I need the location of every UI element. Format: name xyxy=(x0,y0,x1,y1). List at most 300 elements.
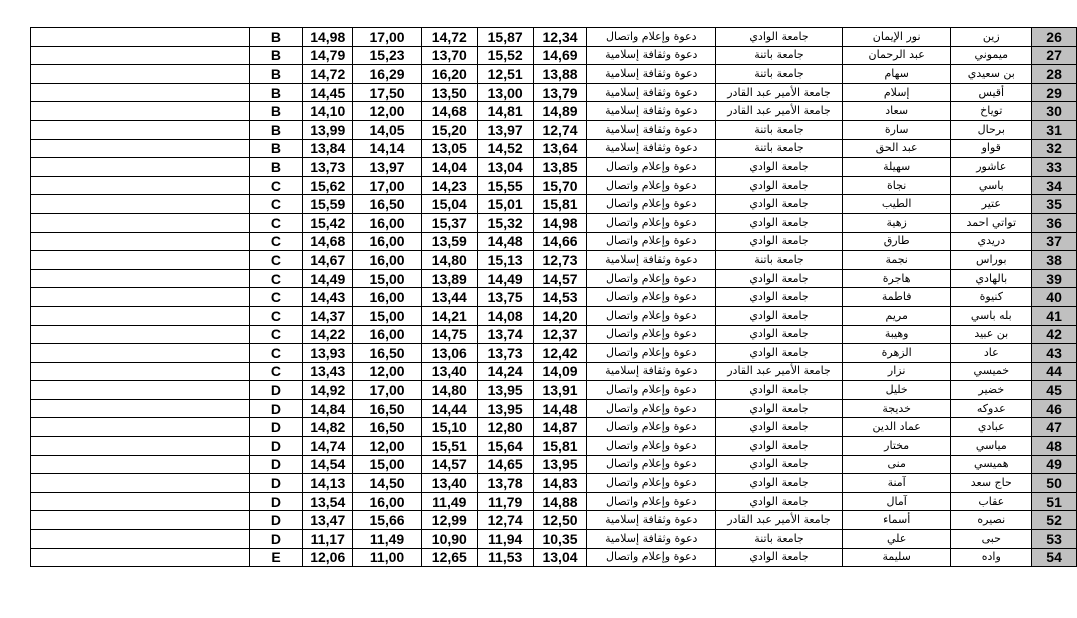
university-cell: جامعة الأمير عبد القادر xyxy=(716,83,843,102)
blank-cell xyxy=(31,306,250,325)
first-name-cell: الزهرة xyxy=(842,344,951,363)
score-cell: 13,70 xyxy=(421,46,477,65)
blank-cell xyxy=(31,28,250,47)
grade-cell: B xyxy=(249,46,303,65)
average-cell: 13,84 xyxy=(303,139,353,158)
average-cell: 15,62 xyxy=(303,176,353,195)
specialty-cell: دعوة وإعلام واتصال xyxy=(587,474,716,493)
last-name-cell: هميسي xyxy=(951,455,1032,474)
university-cell: جامعة الوادي xyxy=(716,344,843,363)
first-name-cell: وهيبة xyxy=(842,325,951,344)
score-cell: 15,00 xyxy=(353,306,422,325)
score-cell: 11,53 xyxy=(477,548,533,567)
first-name-cell: علي xyxy=(842,530,951,549)
score-cell: 15,23 xyxy=(353,46,422,65)
score-cell: 11,00 xyxy=(353,548,422,567)
score-cell: 12,37 xyxy=(533,325,587,344)
first-name-cell: خليل xyxy=(842,381,951,400)
score-cell: 15,37 xyxy=(421,213,477,232)
specialty-cell: دعوة وإعلام واتصال xyxy=(587,213,716,232)
score-cell: 11,94 xyxy=(477,530,533,549)
score-cell: 14,52 xyxy=(477,139,533,158)
rank-cell: 33 xyxy=(1032,158,1077,177)
specialty-cell: دعوة وإعلام واتصال xyxy=(587,492,716,511)
last-name-cell: خضير xyxy=(951,381,1032,400)
last-name-cell: بوراس xyxy=(951,251,1032,270)
grade-cell: C xyxy=(249,269,303,288)
score-cell: 15,04 xyxy=(421,195,477,214)
rank-cell: 32 xyxy=(1032,139,1077,158)
university-cell: جامعة الوادي xyxy=(716,381,843,400)
rank-cell: 36 xyxy=(1032,213,1077,232)
grade-cell: D xyxy=(249,492,303,511)
blank-cell xyxy=(31,65,250,84)
first-name-cell: مختار xyxy=(842,437,951,456)
score-cell: 15,20 xyxy=(421,120,477,139)
blank-cell xyxy=(31,120,250,139)
blank-cell xyxy=(31,195,250,214)
last-name-cell: برحال xyxy=(951,120,1032,139)
score-cell: 14,09 xyxy=(533,362,587,381)
average-cell: 14,22 xyxy=(303,325,353,344)
grade-cell: C xyxy=(249,195,303,214)
score-cell: 13,95 xyxy=(477,399,533,418)
rank-cell: 37 xyxy=(1032,232,1077,251)
score-cell: 15,55 xyxy=(477,176,533,195)
score-cell: 13,97 xyxy=(353,158,422,177)
score-cell: 13,40 xyxy=(421,474,477,493)
first-name-cell: آمال xyxy=(842,492,951,511)
specialty-cell: دعوة وإعلام واتصال xyxy=(587,344,716,363)
rank-cell: 41 xyxy=(1032,306,1077,325)
first-name-cell: هاجرة xyxy=(842,269,951,288)
specialty-cell: دعوة وثقافة إسلامية xyxy=(587,46,716,65)
blank-cell xyxy=(31,474,250,493)
blank-cell xyxy=(31,362,250,381)
score-cell: 13,04 xyxy=(477,158,533,177)
score-cell: 12,00 xyxy=(353,102,422,121)
rank-cell: 52 xyxy=(1032,511,1077,530)
average-cell: 13,43 xyxy=(303,362,353,381)
blank-cell xyxy=(31,548,250,567)
first-name-cell: طارق xyxy=(842,232,951,251)
average-cell: 14,72 xyxy=(303,65,353,84)
table-row xyxy=(31,176,1077,195)
score-cell: 14,53 xyxy=(533,288,587,307)
score-cell: 16,00 xyxy=(353,251,422,270)
university-cell: جامعة الوادي xyxy=(716,437,843,456)
university-cell: جامعة الوادي xyxy=(716,492,843,511)
first-name-cell: منى xyxy=(842,455,951,474)
first-name-cell: إسلام xyxy=(842,83,951,102)
score-cell: 12,74 xyxy=(533,120,587,139)
grade-cell: B xyxy=(249,120,303,139)
score-cell: 15,51 xyxy=(421,437,477,456)
specialty-cell: دعوة وثقافة إسلامية xyxy=(587,139,716,158)
score-cell: 14,80 xyxy=(421,381,477,400)
university-cell: جامعة باتنة xyxy=(716,251,843,270)
table-body xyxy=(31,28,1077,567)
score-cell: 13,91 xyxy=(533,381,587,400)
score-cell: 13,04 xyxy=(533,548,587,567)
university-cell: جامعة الوادي xyxy=(716,548,843,567)
rank-cell: 51 xyxy=(1032,492,1077,511)
rank-cell: 31 xyxy=(1032,120,1077,139)
grade-cell: C xyxy=(249,232,303,251)
grade-cell: B xyxy=(249,139,303,158)
score-cell: 12,65 xyxy=(421,548,477,567)
grade-cell: B xyxy=(249,158,303,177)
average-cell: 14,82 xyxy=(303,418,353,437)
table-row xyxy=(31,530,1077,549)
first-name-cell: سهيلة xyxy=(842,158,951,177)
last-name-cell: حبى xyxy=(951,530,1032,549)
specialty-cell: دعوة وإعلام واتصال xyxy=(587,325,716,344)
last-name-cell: تواتي احمد xyxy=(951,213,1032,232)
average-cell: 14,84 xyxy=(303,399,353,418)
rank-cell: 30 xyxy=(1032,102,1077,121)
first-name-cell: سهام xyxy=(842,65,951,84)
specialty-cell: دعوة وإعلام واتصال xyxy=(587,399,716,418)
first-name-cell: عماد الدين xyxy=(842,418,951,437)
score-cell: 13,75 xyxy=(477,288,533,307)
rank-cell: 26 xyxy=(1032,28,1077,47)
blank-cell xyxy=(31,176,250,195)
blank-cell xyxy=(31,83,250,102)
score-cell: 17,00 xyxy=(353,381,422,400)
score-cell: 16,50 xyxy=(353,418,422,437)
table-row xyxy=(31,492,1077,511)
score-cell: 10,90 xyxy=(421,530,477,549)
university-cell: جامعة باتنة xyxy=(716,120,843,139)
rank-cell: 28 xyxy=(1032,65,1077,84)
last-name-cell: دريدي xyxy=(951,232,1032,251)
average-cell: 14,98 xyxy=(303,28,353,47)
last-name-cell: بن سعيدي xyxy=(951,65,1032,84)
average-cell: 15,59 xyxy=(303,195,353,214)
score-cell: 16,50 xyxy=(353,195,422,214)
last-name-cell: خميسي xyxy=(951,362,1032,381)
average-cell: 13,73 xyxy=(303,158,353,177)
grade-cell: D xyxy=(249,381,303,400)
grade-cell: B xyxy=(249,65,303,84)
table-row xyxy=(31,381,1077,400)
first-name-cell: عبد الرحمان xyxy=(842,46,951,65)
score-cell: 10,35 xyxy=(533,530,587,549)
specialty-cell: دعوة وإعلام واتصال xyxy=(587,158,716,177)
score-cell: 13,50 xyxy=(421,83,477,102)
score-cell: 17,00 xyxy=(353,176,422,195)
first-name-cell: نجاة xyxy=(842,176,951,195)
university-cell: جامعة باتنة xyxy=(716,139,843,158)
first-name-cell: نجمة xyxy=(842,251,951,270)
score-cell: 13,05 xyxy=(421,139,477,158)
score-cell: 14,83 xyxy=(533,474,587,493)
score-cell: 14,80 xyxy=(421,251,477,270)
score-cell: 16,00 xyxy=(353,492,422,511)
university-cell: جامعة الوادي xyxy=(716,399,843,418)
score-cell: 13,59 xyxy=(421,232,477,251)
score-cell: 15,01 xyxy=(477,195,533,214)
score-cell: 15,52 xyxy=(477,46,533,65)
rank-cell: 42 xyxy=(1032,325,1077,344)
last-name-cell: أقيس xyxy=(951,83,1032,102)
university-cell: جامعة الوادي xyxy=(716,474,843,493)
table-row xyxy=(31,399,1077,418)
score-cell: 15,81 xyxy=(533,437,587,456)
score-cell: 15,00 xyxy=(353,455,422,474)
specialty-cell: دعوة وثقافة إسلامية xyxy=(587,102,716,121)
score-cell: 14,23 xyxy=(421,176,477,195)
specialty-cell: دعوة وإعلام واتصال xyxy=(587,437,716,456)
last-name-cell: عتير xyxy=(951,195,1032,214)
blank-cell xyxy=(31,232,250,251)
average-cell: 14,45 xyxy=(303,83,353,102)
score-cell: 14,20 xyxy=(533,306,587,325)
table-row xyxy=(31,195,1077,214)
first-name-cell: آمنة xyxy=(842,474,951,493)
blank-cell xyxy=(31,213,250,232)
average-cell: 13,99 xyxy=(303,120,353,139)
score-cell: 13,85 xyxy=(533,158,587,177)
rank-cell: 48 xyxy=(1032,437,1077,456)
table-row xyxy=(31,28,1077,47)
average-cell: 13,47 xyxy=(303,511,353,530)
score-cell: 14,89 xyxy=(533,102,587,121)
score-cell: 12,73 xyxy=(533,251,587,270)
average-cell: 14,54 xyxy=(303,455,353,474)
specialty-cell: دعوة وإعلام واتصال xyxy=(587,232,716,251)
score-cell: 14,81 xyxy=(477,102,533,121)
rank-cell: 45 xyxy=(1032,381,1077,400)
blank-cell xyxy=(31,530,250,549)
average-cell: 15,42 xyxy=(303,213,353,232)
table-row xyxy=(31,213,1077,232)
rank-cell: 47 xyxy=(1032,418,1077,437)
last-name-cell: نصيره xyxy=(951,511,1032,530)
table-row xyxy=(31,362,1077,381)
blank-cell xyxy=(31,139,250,158)
average-cell: 14,79 xyxy=(303,46,353,65)
table-row xyxy=(31,158,1077,177)
score-cell: 14,57 xyxy=(533,269,587,288)
table-row xyxy=(31,344,1077,363)
average-cell: 14,49 xyxy=(303,269,353,288)
blank-cell xyxy=(31,455,250,474)
score-cell: 14,08 xyxy=(477,306,533,325)
blank-cell xyxy=(31,344,250,363)
university-cell: جامعة باتنة xyxy=(716,46,843,65)
specialty-cell: دعوة وثقافة إسلامية xyxy=(587,511,716,530)
blank-cell xyxy=(31,418,250,437)
specialty-cell: دعوة وثقافة إسلامية xyxy=(587,530,716,549)
last-name-cell: واده xyxy=(951,548,1032,567)
blank-cell xyxy=(31,381,250,400)
score-cell: 16,00 xyxy=(353,213,422,232)
blank-cell xyxy=(31,269,250,288)
grade-cell: C xyxy=(249,176,303,195)
score-cell: 14,49 xyxy=(477,269,533,288)
specialty-cell: دعوة وإعلام واتصال xyxy=(587,176,716,195)
table-row xyxy=(31,269,1077,288)
rank-cell: 35 xyxy=(1032,195,1077,214)
table-row xyxy=(31,120,1077,139)
university-cell: جامعة الأمير عبد القادر xyxy=(716,511,843,530)
last-name-cell: عبادي xyxy=(951,418,1032,437)
table-row xyxy=(31,46,1077,65)
rank-cell: 49 xyxy=(1032,455,1077,474)
average-cell: 14,74 xyxy=(303,437,353,456)
grade-cell: D xyxy=(249,474,303,493)
rank-cell: 40 xyxy=(1032,288,1077,307)
specialty-cell: دعوة وثقافة إسلامية xyxy=(587,362,716,381)
score-cell: 13,95 xyxy=(533,455,587,474)
score-cell: 12,50 xyxy=(533,511,587,530)
score-cell: 16,20 xyxy=(421,65,477,84)
table-row xyxy=(31,511,1077,530)
score-cell: 14,72 xyxy=(421,28,477,47)
specialty-cell: دعوة وإعلام واتصال xyxy=(587,195,716,214)
grade-cell: C xyxy=(249,344,303,363)
score-cell: 13,00 xyxy=(477,83,533,102)
rank-cell: 44 xyxy=(1032,362,1077,381)
score-cell: 14,04 xyxy=(421,158,477,177)
score-cell: 15,87 xyxy=(477,28,533,47)
grade-cell: E xyxy=(249,548,303,567)
table-row xyxy=(31,455,1077,474)
score-cell: 13,40 xyxy=(421,362,477,381)
last-name-cell: عقاب xyxy=(951,492,1032,511)
score-cell: 13,97 xyxy=(477,120,533,139)
score-cell: 14,44 xyxy=(421,399,477,418)
last-name-cell: توياخ xyxy=(951,102,1032,121)
rank-cell: 54 xyxy=(1032,548,1077,567)
specialty-cell: دعوة وإعلام واتصال xyxy=(587,418,716,437)
score-cell: 13,73 xyxy=(477,344,533,363)
score-cell: 13,06 xyxy=(421,344,477,363)
results-table xyxy=(30,27,1077,567)
grade-cell: C xyxy=(249,213,303,232)
average-cell: 13,93 xyxy=(303,344,353,363)
score-cell: 14,50 xyxy=(353,474,422,493)
score-cell: 13,95 xyxy=(477,381,533,400)
specialty-cell: دعوة وثقافة إسلامية xyxy=(587,83,716,102)
university-cell: جامعة الوادي xyxy=(716,288,843,307)
university-cell: جامعة باتنة xyxy=(716,530,843,549)
university-cell: جامعة الوادي xyxy=(716,158,843,177)
university-cell: جامعة الوادي xyxy=(716,28,843,47)
score-cell: 16,00 xyxy=(353,288,422,307)
university-cell: جامعة الوادي xyxy=(716,195,843,214)
score-cell: 13,64 xyxy=(533,139,587,158)
specialty-cell: دعوة وثقافة إسلامية xyxy=(587,65,716,84)
blank-cell xyxy=(31,158,250,177)
table-row xyxy=(31,474,1077,493)
first-name-cell: سعاد xyxy=(842,102,951,121)
last-name-cell: زين xyxy=(951,28,1032,47)
first-name-cell: أسماء xyxy=(842,511,951,530)
table-row xyxy=(31,437,1077,456)
blank-cell xyxy=(31,399,250,418)
grade-cell: B xyxy=(249,28,303,47)
rank-cell: 39 xyxy=(1032,269,1077,288)
table-row xyxy=(31,139,1077,158)
score-cell: 14,05 xyxy=(353,120,422,139)
score-cell: 13,74 xyxy=(477,325,533,344)
table-row xyxy=(31,548,1077,567)
score-cell: 13,89 xyxy=(421,269,477,288)
university-cell: جامعة الوادي xyxy=(716,306,843,325)
table-row xyxy=(31,232,1077,251)
first-name-cell: الطيب xyxy=(842,195,951,214)
score-cell: 15,10 xyxy=(421,418,477,437)
score-cell: 12,00 xyxy=(353,362,422,381)
score-cell: 14,57 xyxy=(421,455,477,474)
blank-cell xyxy=(31,102,250,121)
table-row xyxy=(31,306,1077,325)
last-name-cell: باسي xyxy=(951,176,1032,195)
score-cell: 12,99 xyxy=(421,511,477,530)
score-cell: 11,49 xyxy=(353,530,422,549)
score-cell: 14,14 xyxy=(353,139,422,158)
table-row xyxy=(31,288,1077,307)
blank-cell xyxy=(31,437,250,456)
last-name-cell: بالهادي xyxy=(951,269,1032,288)
score-cell: 16,50 xyxy=(353,399,422,418)
score-cell: 14,98 xyxy=(533,213,587,232)
average-cell: 11,17 xyxy=(303,530,353,549)
grade-cell: C xyxy=(249,306,303,325)
grade-cell: C xyxy=(249,325,303,344)
grade-cell: D xyxy=(249,530,303,549)
last-name-cell: عاشور xyxy=(951,158,1032,177)
score-cell: 15,66 xyxy=(353,511,422,530)
blank-cell xyxy=(31,492,250,511)
last-name-cell: بن عبيد xyxy=(951,325,1032,344)
grade-cell: D xyxy=(249,418,303,437)
score-cell: 16,29 xyxy=(353,65,422,84)
score-cell: 16,00 xyxy=(353,232,422,251)
score-cell: 13,79 xyxy=(533,83,587,102)
rank-cell: 34 xyxy=(1032,176,1077,195)
specialty-cell: دعوة وإعلام واتصال xyxy=(587,288,716,307)
score-cell: 15,64 xyxy=(477,437,533,456)
specialty-cell: دعوة وثقافة إسلامية xyxy=(587,120,716,139)
specialty-cell: دعوة وإعلام واتصال xyxy=(587,306,716,325)
last-name-cell: عاد xyxy=(951,344,1032,363)
average-cell: 14,68 xyxy=(303,232,353,251)
average-cell: 14,13 xyxy=(303,474,353,493)
score-cell: 12,00 xyxy=(353,437,422,456)
blank-cell xyxy=(31,288,250,307)
blank-cell xyxy=(31,251,250,270)
grade-cell: C xyxy=(249,362,303,381)
score-cell: 15,32 xyxy=(477,213,533,232)
university-cell: جامعة الوادي xyxy=(716,455,843,474)
last-name-cell: حاج سعد xyxy=(951,474,1032,493)
rank-cell: 50 xyxy=(1032,474,1077,493)
rank-cell: 38 xyxy=(1032,251,1077,270)
average-cell: 14,43 xyxy=(303,288,353,307)
first-name-cell: خديجة xyxy=(842,399,951,418)
rank-cell: 46 xyxy=(1032,399,1077,418)
grade-cell: D xyxy=(249,437,303,456)
score-cell: 12,80 xyxy=(477,418,533,437)
score-cell: 17,50 xyxy=(353,83,422,102)
average-cell: 14,67 xyxy=(303,251,353,270)
first-name-cell: عبد الحق xyxy=(842,139,951,158)
grade-cell: C xyxy=(249,251,303,270)
